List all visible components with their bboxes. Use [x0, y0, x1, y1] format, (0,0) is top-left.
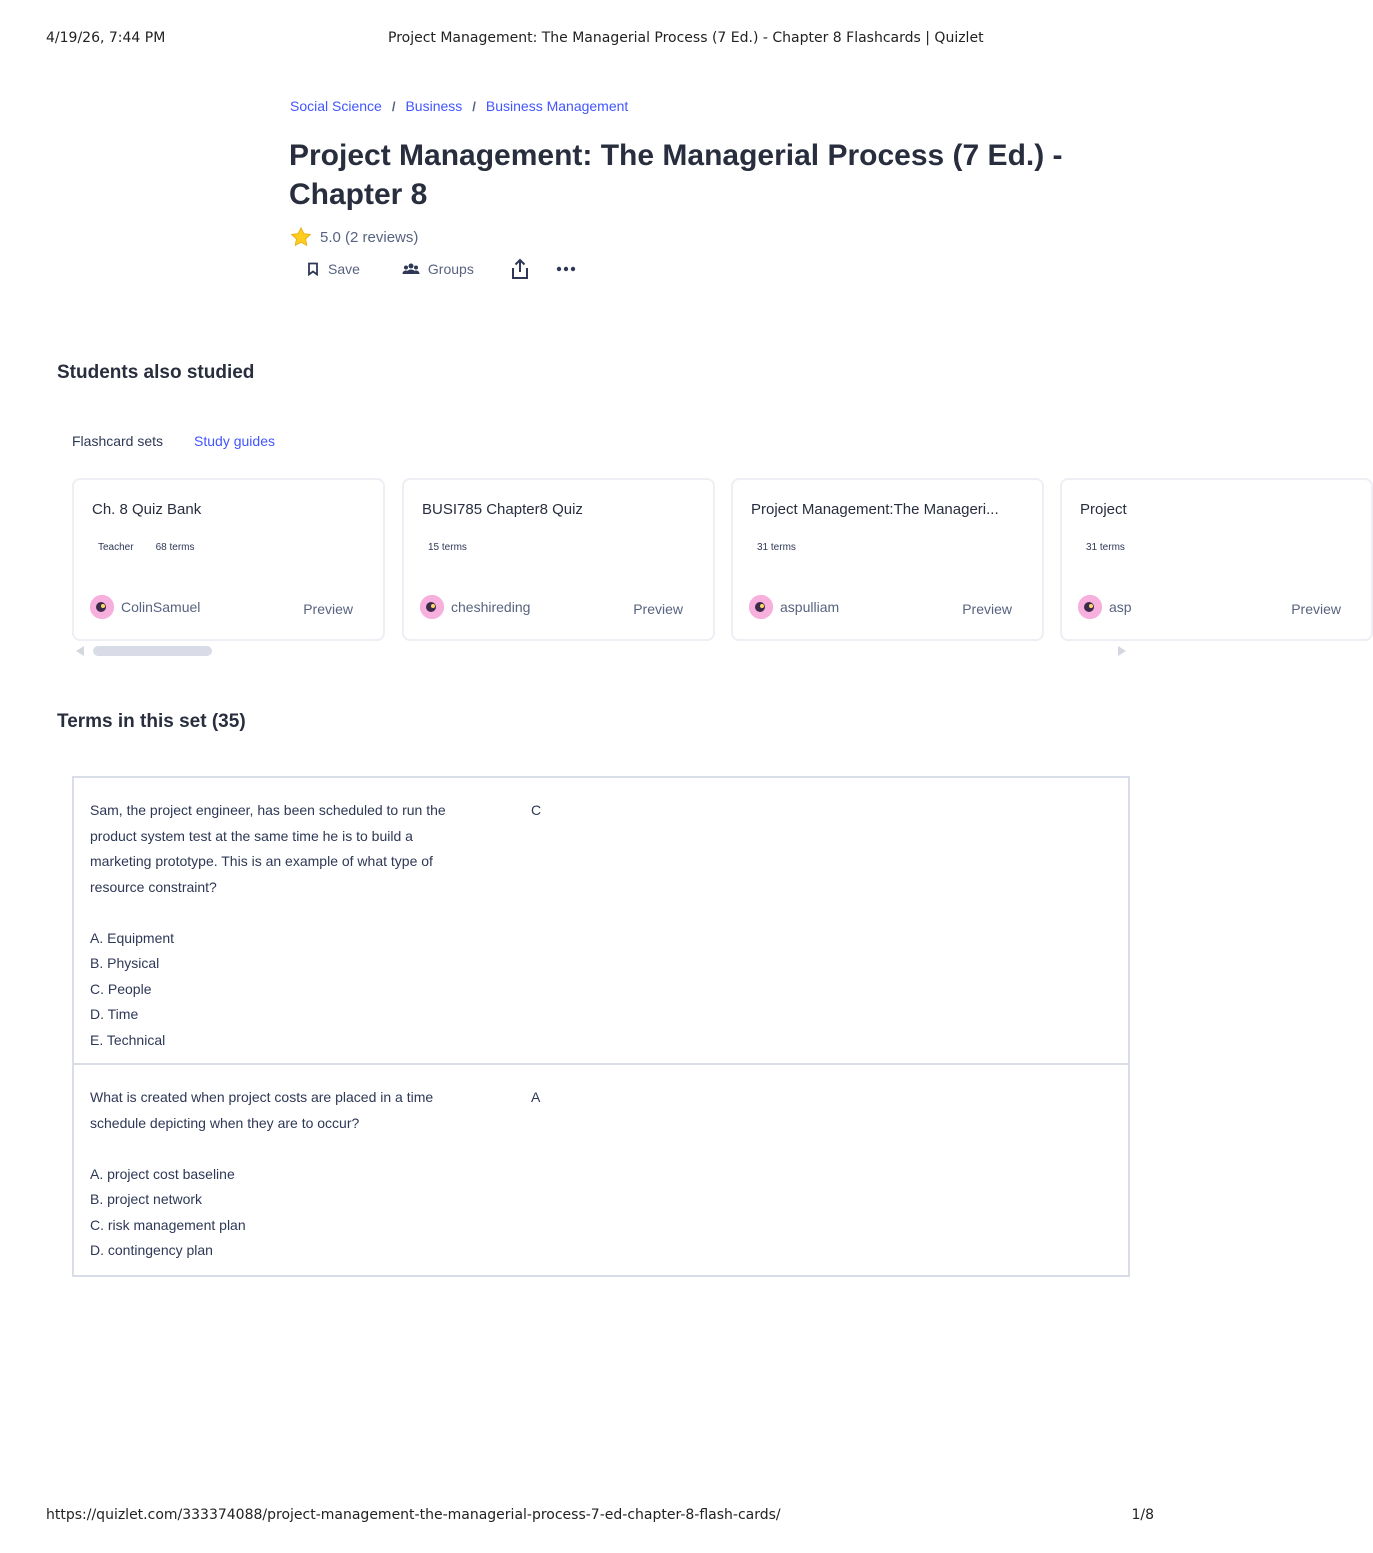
set-actions — [306, 256, 600, 282]
term-answer: A — [531, 1089, 541, 1105]
tab-study-guides[interactable]: Study guides — [194, 433, 275, 449]
question-option: D. Time — [90, 1006, 139, 1022]
avatar — [90, 595, 114, 619]
question-line: marketing prototype. This is an example of what type of — [90, 853, 433, 869]
question-line: Sam, the project engineer, has been scheduled to run the — [90, 802, 446, 818]
more-icon — [556, 266, 576, 272]
page-title: Project Management: The Managerial Process (7 Ed.) - Chapter 8 — [289, 139, 1063, 211]
print-header — [46, 30, 1154, 50]
card-title: BUSI785 Chapter8 Quiz — [422, 501, 583, 518]
teacher-badge: Teacher — [98, 542, 134, 553]
question-line: product system test at the same time he is to build a — [90, 827, 413, 844]
scroll-right-arrow-icon[interactable] — [1118, 646, 1126, 656]
avatar-icon — [1078, 595, 1102, 619]
print-page-number: 1/8 — [1131, 1507, 1154, 1523]
card-meta — [757, 542, 796, 553]
question-option: C. risk management plan — [90, 1216, 246, 1233]
breadcrumb-social-science[interactable]: Social Science — [290, 98, 382, 114]
bookmark-icon — [306, 262, 320, 276]
avatar-icon — [420, 595, 444, 619]
question-spacer — [90, 900, 510, 926]
term-count: 31 terms — [757, 542, 796, 553]
rating-text: 5.0 (2 reviews) — [320, 228, 419, 246]
card-meta — [1086, 542, 1125, 553]
save-button[interactable] — [306, 261, 360, 277]
print-doc-title: Project Management: The Managerial Process (7 Ed.) - Chapter 8 Flashcards | Quizlet — [388, 30, 984, 46]
question-line: resource constraint? — [90, 878, 217, 895]
scrollbar-thumb[interactable] — [93, 646, 212, 656]
print-date: 4/19/26, 7:44 PM — [46, 30, 166, 46]
question-option: E. Technical — [90, 1031, 166, 1048]
avatar — [420, 595, 444, 619]
carousel-scrollbar[interactable] — [72, 644, 1130, 658]
term-question — [90, 798, 510, 1053]
share-button[interactable] — [508, 257, 532, 281]
question-spacer — [90, 1136, 510, 1162]
related-sets-carousel — [72, 478, 1341, 643]
card-username[interactable]: asp — [1109, 599, 1132, 615]
tab-flashcard-sets[interactable]: Flashcard sets — [72, 433, 164, 449]
term-count: 68 terms — [155, 542, 195, 553]
related-set-card[interactable] — [402, 478, 715, 641]
card-title: Project Management:The Manageri... — [751, 501, 999, 518]
groups-icon — [402, 262, 420, 276]
term-answer: C — [531, 802, 542, 818]
avatar-icon — [749, 595, 773, 619]
related-set-card[interactable] — [1060, 478, 1373, 641]
preview-button[interactable]: Preview — [303, 601, 353, 617]
question-line: schedule depicting when they are to occur? — [90, 1114, 360, 1131]
breadcrumb-separator: / — [391, 98, 396, 114]
related-set-card[interactable] — [731, 478, 1044, 641]
more-options-button[interactable] — [554, 257, 578, 281]
star-icon — [290, 226, 312, 248]
rating[interactable] — [290, 226, 418, 248]
term-count: 15 terms — [428, 542, 467, 553]
card-username[interactable]: aspulliam — [780, 599, 840, 615]
term-row — [74, 778, 1128, 1065]
groups-button[interactable] — [402, 261, 474, 277]
card-username[interactable]: cheshireding — [451, 599, 531, 615]
question-option: C. People — [90, 980, 152, 997]
card-title: Project — [1080, 501, 1127, 518]
card-meta — [428, 542, 467, 553]
avatar — [749, 595, 773, 619]
question-option: B. Physical — [90, 955, 160, 971]
question-option: D. contingency plan — [90, 1242, 213, 1258]
terms-table — [72, 776, 1130, 1277]
breadcrumb — [290, 98, 628, 114]
card-meta — [98, 542, 194, 553]
card-username[interactable]: ColinSamuel — [121, 599, 201, 615]
scroll-left-arrow-icon[interactable] — [76, 646, 84, 656]
groups-label: Groups — [427, 261, 474, 277]
students-also-studied-heading: Students also studied — [57, 362, 255, 383]
card-title: Ch. 8 Quiz Bank — [92, 501, 202, 518]
study-tabs — [72, 433, 275, 449]
related-set-card[interactable] — [72, 478, 385, 641]
question-line: What is created when project costs are placed in a time — [90, 1089, 434, 1105]
terms-heading: Terms in this set (35) — [57, 711, 246, 732]
share-icon — [510, 258, 530, 280]
preview-button[interactable]: Preview — [1291, 601, 1341, 617]
term-count: 31 terms — [1086, 542, 1125, 553]
print-footer — [46, 1507, 1154, 1527]
question-option: B. project network — [90, 1191, 203, 1207]
question-option: A. project cost baseline — [90, 1165, 235, 1182]
breadcrumb-business-management[interactable]: Business Management — [485, 98, 629, 114]
breadcrumb-separator: / — [472, 98, 476, 114]
save-label: Save — [328, 261, 360, 277]
avatar-icon — [90, 595, 114, 619]
preview-button[interactable]: Preview — [633, 601, 683, 617]
print-url: https://quizlet.com/333374088/project-management-the-managerial-process-7-ed-chapter-8-flash-cards/ — [46, 1507, 781, 1523]
breadcrumb-business[interactable]: Business — [405, 98, 463, 114]
term-row — [74, 1065, 1128, 1275]
term-question — [90, 1085, 510, 1264]
question-option: A. Equipment — [90, 929, 175, 946]
preview-button[interactable]: Preview — [962, 601, 1012, 617]
avatar — [1078, 595, 1102, 619]
